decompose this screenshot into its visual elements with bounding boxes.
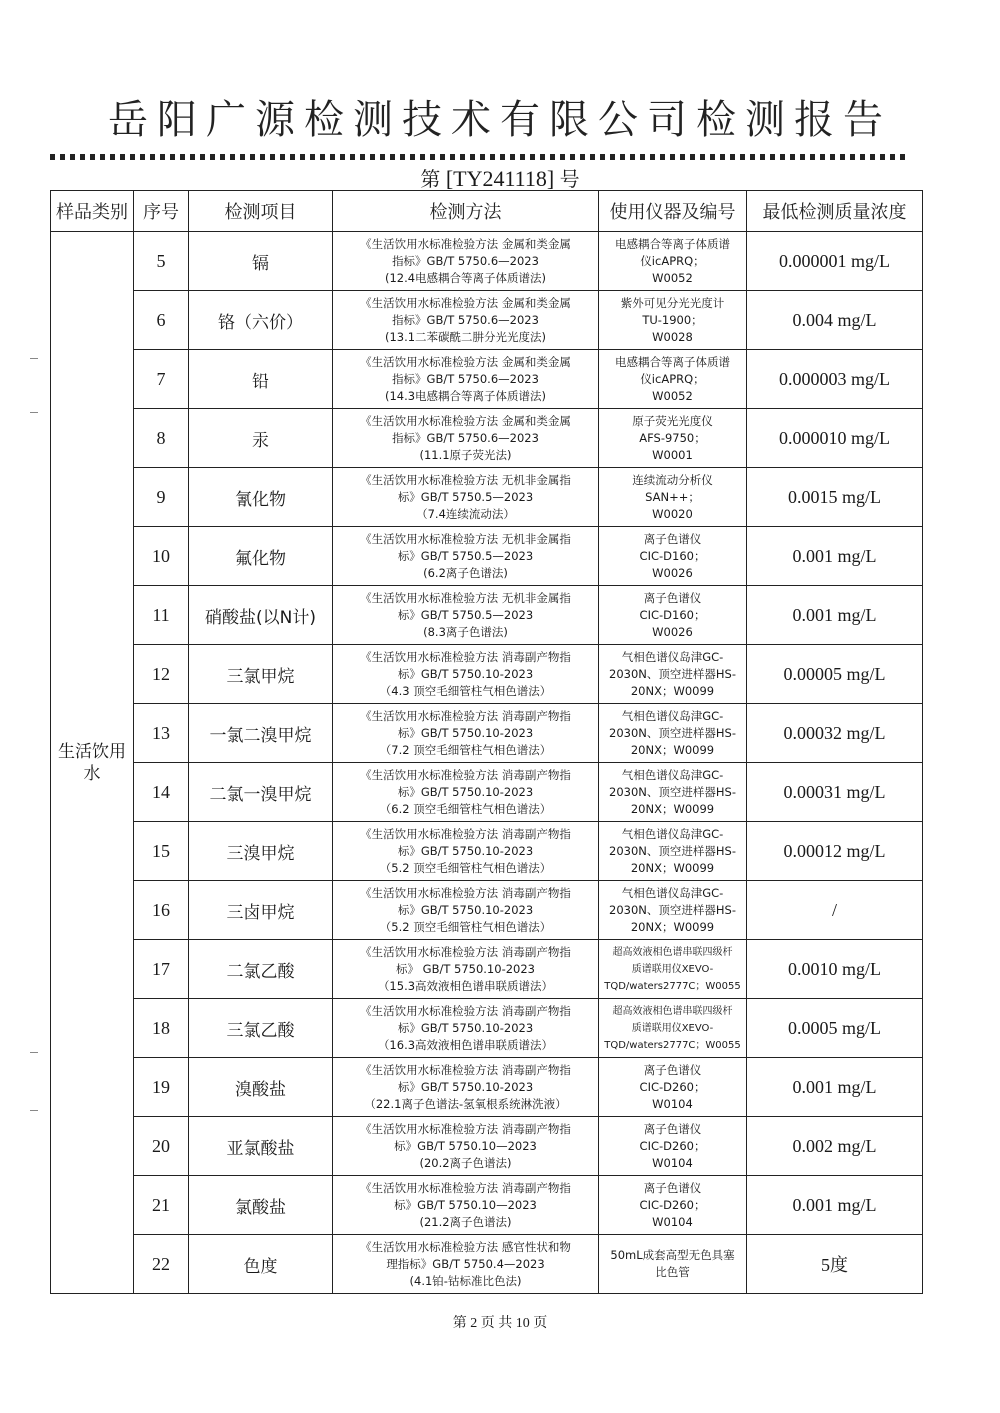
report-number-line [0, 163, 1000, 192]
table-row [51, 1235, 923, 1294]
test-item-cell: 亚氯酸盐 [189, 1117, 333, 1176]
table-row [51, 1058, 923, 1117]
test-item-cell: 三卤甲烷 [189, 881, 333, 940]
header-instrument: 使用仪器及编号 [599, 191, 747, 232]
test-method-cell: 《生活饮用水标准检验方法 消毒副产物指 标》 GB/T 5750.10-2023 （15.3高效液相色谱串联质谱法） [333, 940, 599, 999]
test-item-cell: 氰化物 [189, 468, 333, 527]
seq-no-cell: 13 [134, 704, 189, 763]
instrument-cell: 离子色谱仪 CIC-D260； W0104 [599, 1058, 747, 1117]
table-row [51, 763, 923, 822]
table-row [51, 468, 923, 527]
seq-no-cell: 19 [134, 1058, 189, 1117]
seq-no-cell: 6 [134, 291, 189, 350]
table-row [51, 527, 923, 586]
min-concentration-cell: 0.002 mg/L [747, 1117, 923, 1176]
test-item-cell: 三溴甲烷 [189, 822, 333, 881]
test-method-cell: 《生活饮用水标准检验方法 消毒副产物指 标》GB/T 5750.10—2023 (20.2离子色谱法) [333, 1117, 599, 1176]
test-item-cell: 二氯乙酸 [189, 940, 333, 999]
test-item-cell: 溴酸盐 [189, 1058, 333, 1117]
min-concentration-cell: 0.00031 mg/L [747, 763, 923, 822]
page-footer: 第 2 页 共 10 页 [452, 1316, 548, 1331]
seq-no-cell: 11 [134, 586, 189, 645]
seq-no-cell: 10 [134, 527, 189, 586]
test-item-cell: 色度 [189, 1235, 333, 1294]
min-concentration-cell: 0.0010 mg/L [747, 940, 923, 999]
min-concentration-cell: 5度 [747, 1235, 923, 1294]
test-item-cell: 三氯甲烷 [189, 645, 333, 704]
seq-no-cell: 9 [134, 468, 189, 527]
test-item-cell: 氟化物 [189, 527, 333, 586]
header-seq-no: 序号 [134, 191, 189, 232]
report-number: [TY241118] [445, 166, 555, 191]
test-method-cell: 《生活饮用水标准检验方法 消毒副产物指 标》GB/T 5750.10-2023 （6.2 顶空毛细管柱气相色谱法） [333, 763, 599, 822]
test-method-cell: 《生活饮用水标准检验方法 金属和类金属 指标》GB/T 5750.6—2023 (11.1原子荧光法) [333, 409, 599, 468]
instrument-cell: 连续流动分析仪 SAN++； W0020 [599, 468, 747, 527]
instrument-cell: 原子荧光光度仪 AFS-9750； W0001 [599, 409, 747, 468]
table-row [51, 940, 923, 999]
table-row [51, 409, 923, 468]
min-concentration-cell: / [747, 881, 923, 940]
test-method-cell: 《生活饮用水标准检验方法 消毒副产物指 标》GB/T 5750.10-2023 （5.2 顶空毛细管柱气相色谱法） [333, 881, 599, 940]
table-row [51, 232, 923, 291]
report-number-suffix: 号 [559, 167, 580, 191]
seq-no-cell: 18 [134, 999, 189, 1058]
seq-no-cell: 22 [134, 1235, 189, 1294]
instrument-cell: 离子色谱仪 CIC-D160； W0026 [599, 586, 747, 645]
test-method-cell: 《生活饮用水标准检验方法 消毒副产物指 标》GB/T 5750.10—2023 (21.2离子色谱法) [333, 1176, 599, 1235]
seq-no-cell: 15 [134, 822, 189, 881]
table-row [51, 645, 923, 704]
instrument-cell: 气相色谱仪岛津GC- 2030N、顶空进样器HS- 20NX；W0099 [599, 822, 747, 881]
test-method-cell: 《生活饮用水标准检验方法 消毒副产物指 标》GB/T 5750.10-2023 （7.2 顶空毛细管柱气相色谱法） [333, 704, 599, 763]
seq-no-cell: 14 [134, 763, 189, 822]
report-number-prefix: 第 [420, 167, 441, 191]
instrument-cell: 离子色谱仪 CIC-D160； W0026 [599, 527, 747, 586]
test-item-cell: 镉 [189, 232, 333, 291]
header-test-item: 检测项目 [189, 191, 333, 232]
seq-no-cell: 21 [134, 1176, 189, 1235]
test-item-cell: 铬（六价） [189, 291, 333, 350]
instrument-cell: 离子色谱仪 CIC-D260； W0104 [599, 1117, 747, 1176]
min-concentration-cell: 0.0005 mg/L [747, 999, 923, 1058]
min-concentration-cell: 0.00005 mg/L [747, 645, 923, 704]
instrument-cell: 紫外可见分光光度计 TU-1900； W0028 [599, 291, 747, 350]
seq-no-cell: 5 [134, 232, 189, 291]
margin-mark [30, 1052, 38, 1053]
test-method-cell: 《生活饮用水标准检验方法 消毒副产物指 标》GB/T 5750.10-2023 （4.3 顶空毛细管柱气相色谱法） [333, 645, 599, 704]
table-row [51, 999, 923, 1058]
test-item-cell: 硝酸盐(以N计) [189, 586, 333, 645]
results-table [50, 190, 923, 1294]
test-method-cell: 《生活饮用水标准检验方法 无机非金属指 标》GB/T 5750.5—2023 （7.4连续流动法） [333, 468, 599, 527]
table-row [51, 291, 923, 350]
test-method-cell: 《生活饮用水标准检验方法 金属和类金属 指标》GB/T 5750.6—2023 (14.3电感耦合等离子体质谱法) [333, 350, 599, 409]
report-title: 岳阳广源检测技术有限公司检测报告 [108, 97, 892, 143]
test-item-cell: 铅 [189, 350, 333, 409]
instrument-cell: 气相色谱仪岛津GC- 2030N、顶空进样器HS- 20NX；W0099 [599, 704, 747, 763]
seq-no-cell: 7 [134, 350, 189, 409]
test-method-cell: 《生活饮用水标准检验方法 无机非金属指 标》GB/T 5750.5—2023 (8.3离子色谱法) [333, 586, 599, 645]
test-method-cell: 《生活饮用水标准检验方法 无机非金属指 标》GB/T 5750.5—2023 (6.2离子色谱法) [333, 527, 599, 586]
seq-no-cell: 8 [134, 409, 189, 468]
test-item-cell: 二氯一溴甲烷 [189, 763, 333, 822]
test-method-cell: 《生活饮用水标准检验方法 金属和类金属 指标》GB/T 5750.6—2023 (13.1二苯碳酰二肼分光光度法) [333, 291, 599, 350]
test-method-cell: 《生活饮用水标准检验方法 金属和类金属 指标》GB/T 5750.6—2023 (12.4电感耦合等离子体质谱法) [333, 232, 599, 291]
seq-no-cell: 12 [134, 645, 189, 704]
instrument-cell: 超高效液相色谱串联四级杆 质谱联用仪XEVO- TQD/waters2777C；W0055 [599, 940, 747, 999]
min-concentration-cell: 0.001 mg/L [747, 527, 923, 586]
sample-category-cell: 生活饮用水 [51, 232, 134, 1294]
instrument-cell: 50mL成套高型无色具塞 比色管 [599, 1235, 747, 1294]
min-concentration-cell: 0.0015 mg/L [747, 468, 923, 527]
table-body [51, 232, 923, 1294]
instrument-cell: 电感耦合等离子体质谱 仪icAPRQ； W0052 [599, 232, 747, 291]
min-concentration-cell: 0.000003 mg/L [747, 350, 923, 409]
margin-mark [30, 358, 38, 359]
table-row [51, 881, 923, 940]
margin-mark [30, 1110, 38, 1111]
min-concentration-cell: 0.000010 mg/L [747, 409, 923, 468]
header-sample-category: 样品类别 [51, 191, 134, 232]
min-concentration-cell: 0.001 mg/L [747, 1176, 923, 1235]
table-header-row [51, 191, 923, 232]
instrument-cell: 电感耦合等离子体质谱 仪icAPRQ； W0052 [599, 350, 747, 409]
margin-mark [30, 412, 38, 413]
table-row [51, 822, 923, 881]
header-test-method: 检测方法 [333, 191, 599, 232]
table-row [51, 704, 923, 763]
min-concentration-cell: 0.000001 mg/L [747, 232, 923, 291]
test-item-cell: 氯酸盐 [189, 1176, 333, 1235]
dotted-divider [50, 154, 908, 160]
test-item-cell: 三氯乙酸 [189, 999, 333, 1058]
min-concentration-cell: 0.001 mg/L [747, 586, 923, 645]
instrument-cell: 气相色谱仪岛津GC- 2030N、顶空进样器HS- 20NX；W0099 [599, 763, 747, 822]
test-method-cell: 《生活饮用水标准检验方法 消毒副产物指 标》GB/T 5750.10-2023 （22.1离子色谱法-氢氧根系统淋洗液） [333, 1058, 599, 1117]
min-concentration-cell: 0.00012 mg/L [747, 822, 923, 881]
instrument-cell: 离子色谱仪 CIC-D260； W0104 [599, 1176, 747, 1235]
min-concentration-cell: 0.004 mg/L [747, 291, 923, 350]
min-concentration-cell: 0.00032 mg/L [747, 704, 923, 763]
test-item-cell: 一氯二溴甲烷 [189, 704, 333, 763]
seq-no-cell: 20 [134, 1117, 189, 1176]
table-row [51, 1176, 923, 1235]
instrument-cell: 气相色谱仪岛津GC- 2030N、顶空进样器HS- 20NX；W0099 [599, 881, 747, 940]
test-method-cell: 《生活饮用水标准检验方法 消毒副产物指 标》GB/T 5750.10-2023 （16.3高效液相色谱串联质谱法） [333, 999, 599, 1058]
seq-no-cell: 16 [134, 881, 189, 940]
table-row [51, 350, 923, 409]
test-method-cell: 《生活饮用水标准检验方法 感官性状和物 理指标》GB/T 5750.4—2023 (4.1铂-钴标准比色法) [333, 1235, 599, 1294]
seq-no-cell: 17 [134, 940, 189, 999]
table-row [51, 586, 923, 645]
instrument-cell: 超高效液相色谱串联四级杆 质谱联用仪XEVO- TQD/waters2777C；W0055 [599, 999, 747, 1058]
min-concentration-cell: 0.001 mg/L [747, 1058, 923, 1117]
test-method-cell: 《生活饮用水标准检验方法 消毒副产物指 标》GB/T 5750.10-2023 （5.2 顶空毛细管柱气相色谱法） [333, 822, 599, 881]
instrument-cell: 气相色谱仪岛津GC- 2030N、顶空进样器HS- 20NX；W0099 [599, 645, 747, 704]
header-min-concentration: 最低检测质量浓度 [747, 191, 923, 232]
test-item-cell: 汞 [189, 409, 333, 468]
table-row [51, 1117, 923, 1176]
